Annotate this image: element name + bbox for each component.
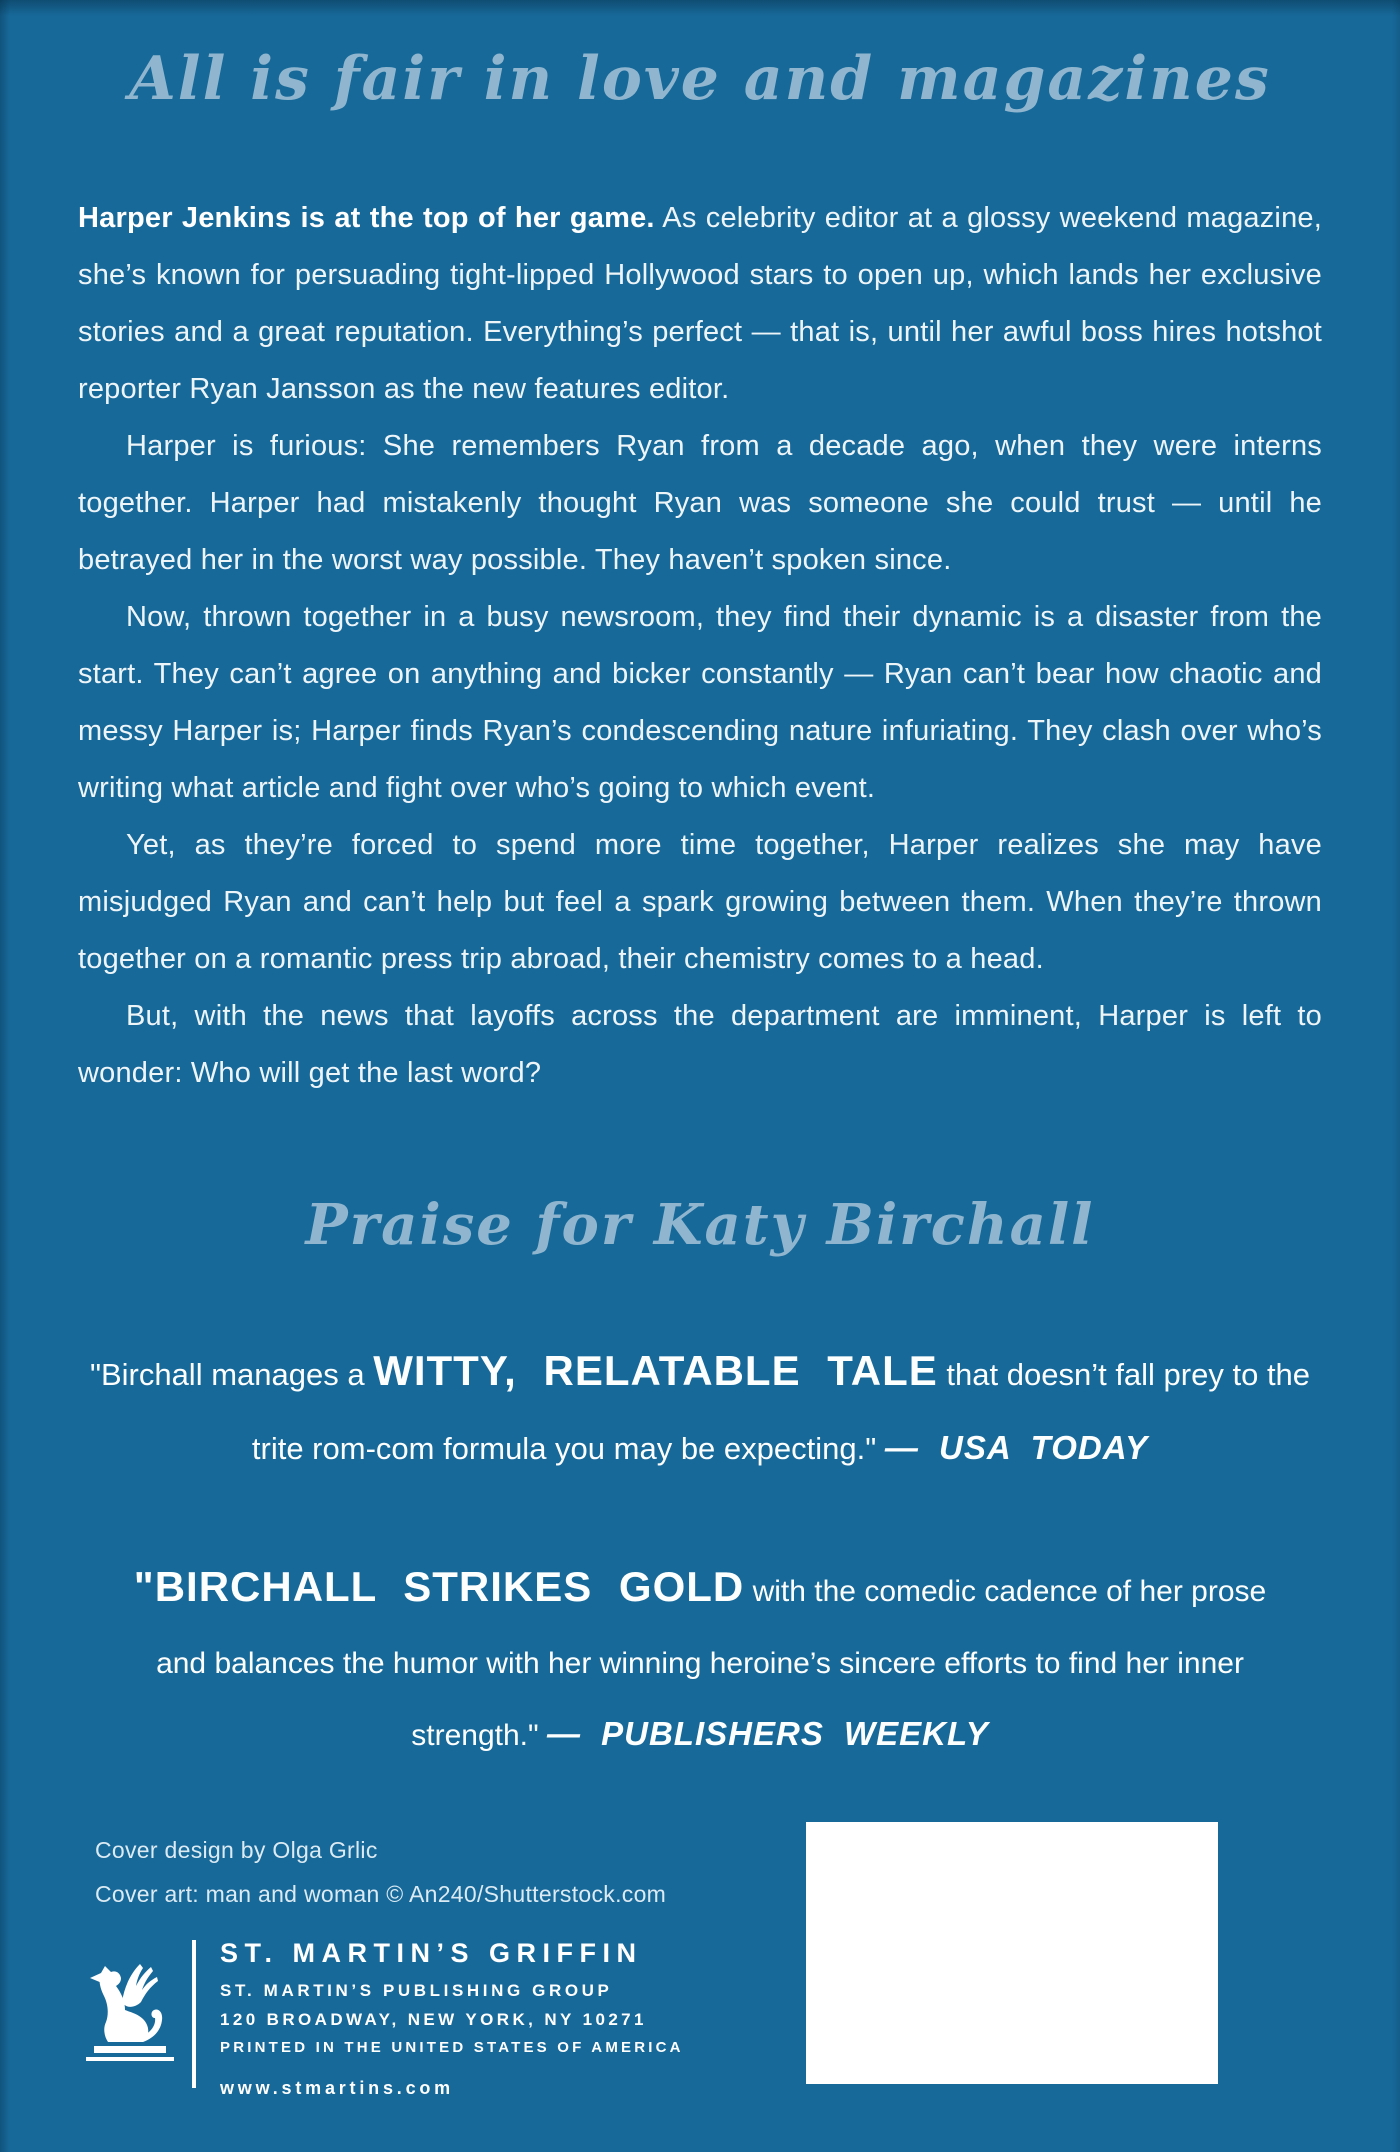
synopsis-paragraph: Yet, as they’re forced to spend more time together, Harper realizes she may have misjudged Ryan and can’t help but feel a spark growing between them. When they’re thrown together on a romantic press trip abroad, their chemistry comes to a head.: [78, 829, 1322, 975]
quote-text: "Birchall manages a: [89, 1357, 374, 1392]
griffin-logo-icon: [80, 1952, 180, 2070]
tagline-script-heading: All is fair in love and magazines: [129, 44, 1271, 114]
cover-credits: [95, 1828, 666, 1916]
synopsis-lead-rest: As celebrity editor at a glossy weekend magazine, she’s known for persuading tight-lipped Hollywood stars to open up, which lands her exclusive stories and a great reputation. Everything’s perfect — that is, until her awful boss hires hotshot reporter Ryan Jansson as the new features editor.: [78, 202, 1322, 405]
synopsis-block: [78, 190, 1322, 1102]
praise-quote-usa-today: [80, 1338, 1320, 1486]
synopsis-paragraph: But, with the news that layoffs across the department are imminent, Harper is left to wonder: Who will get the last word?: [78, 1000, 1322, 1089]
praise-script-heading: Praise for Katy Birchall: [305, 1192, 1095, 1258]
publisher-imprint: ST. MARTIN’S GRIFFIN: [220, 1938, 643, 1968]
quote-highlight: "BIRCHALL STRIKES GOLD: [133, 1563, 745, 1610]
publisher-colophon-block: [80, 1938, 684, 2099]
top-edge-shadow: [0, 0, 1400, 16]
quote-highlight: WITTY, RELATABLE TALE: [373, 1347, 938, 1394]
praise-quote-publishers-weekly: [120, 1556, 1280, 1772]
synopsis-paragraph: [78, 190, 1322, 418]
publisher-website: www.stmartins.com: [220, 2078, 454, 2098]
right-edge-shadow: [1392, 0, 1400, 2152]
quote-text: that doesn’t fall prey to the trite rom-com formula you may be expecting.": [251, 1357, 1311, 1466]
synopsis-paragraph: Now, thrown together in a busy newsroom, they find their dynamic is a disaster from the start. They can’t agree on anything and bicker constantly — Ryan can’t bear how chaotic and messy Harper is; Harper finds Ryan’s condescending nature infuriating. They clash over who’s writing what article and fight over who’s going to which event.: [78, 601, 1322, 804]
publisher-address: 120 BROADWAY, NEW YORK, NY 10271: [220, 2010, 647, 2029]
publisher-text-block: [220, 1938, 684, 2099]
quote-source: — USA TODAY: [884, 1429, 1149, 1466]
synopsis-bold-lead: Harper Jenkins is at the top of her game.: [78, 202, 655, 234]
quote-source: — PUBLISHERS WEEKLY: [546, 1715, 989, 1752]
publisher-divider: [192, 1940, 196, 2088]
quote-text: with the comedic cadence of her prose and balances the humor with her winning heroine’s sincere efforts to find her inner strength.": [156, 1575, 1267, 1752]
publisher-group: ST. MARTIN’S PUBLISHING GROUP: [220, 1981, 613, 2000]
barcode-placeholder: [806, 1822, 1218, 2084]
publisher-printed-line: PRINTED IN THE UNITED STATES OF AMERICA: [220, 2039, 684, 2056]
cover-design-credit: Cover design by Olga Grlic: [95, 1837, 378, 1863]
left-edge-shadow: [0, 0, 10, 2152]
cover-art-credit: Cover art: man and woman © An240/Shutterstock.com: [95, 1881, 667, 1907]
synopsis-paragraph: Harper is furious: She remembers Ryan from a decade ago, when they were interns together. Harper had mistakenly thought Ryan was someone she could trust — until he betrayed her in the worst way possible. They haven’t spoken since.: [78, 430, 1322, 576]
